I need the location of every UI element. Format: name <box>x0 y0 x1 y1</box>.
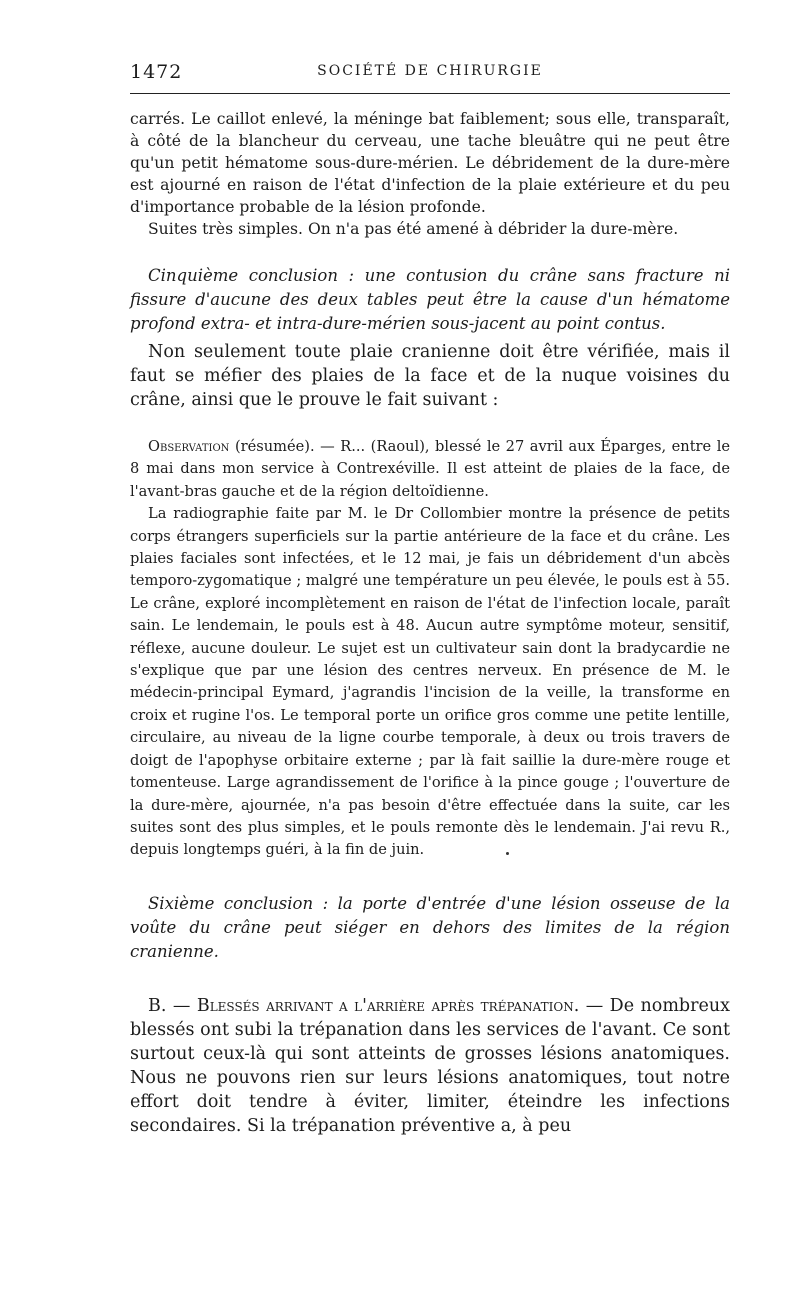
observation-paragraph <box>130 436 730 503</box>
section-b-lead: B. — <box>148 995 197 1016</box>
print-speck <box>506 852 509 855</box>
running-title: SOCIÉTÉ DE CHIRURGIE <box>317 63 543 79</box>
page <box>130 55 730 1138</box>
observation-label: Observation <box>148 438 230 455</box>
paragraph-warning: Non seulement toute plaie cranienne doit être vérifiée, mais il faut se méfier des plaies de la face et de la nuque voisines du crâne, ainsi que le prouve le fait suivant : <box>130 342 730 410</box>
section-b-text: — De nombreux blessés ont subi la trépanation dans les services de l'avant. Ce sont surtout ceux-là qui sont atteints de grosses lésions anatomiques. Nous ne pouvons rien sur leurs lésions anatomiques, tout notre effort doit tendre à éviter, limiter, éteindre les infections secondaires. Si la trépanation préventive a, à peu <box>130 995 730 1136</box>
page-number: 1472 <box>130 61 183 83</box>
running-header <box>130 55 730 87</box>
paragraph-outcome: Suites très simples. On n'a pas été amené à débrider la dure-mère. <box>148 220 679 238</box>
header-rule <box>130 93 730 94</box>
section-b-paragraph <box>130 994 730 1138</box>
conclusion-sixth: Sixième conclusion : la porte d'entrée d'une lésion osseuse de la voûte du crâne peut siéger en dehors des limites de la région cranienne. <box>130 893 730 961</box>
observation-text: (résumée). — R... (Raoul), blessé le 27 avril aux Éparges, entre le 8 mai dans mon service à Contrexéville. Il est atteint de plaies de la face, de l'avant-bras gauche et de la région deltoïdienne. <box>130 438 730 500</box>
paragraph-case-report: carrés. Le caillot enlevé, la méninge bat faiblement; sous elle, transparaît, à côté de la blancheur du cerveau, une tache bleuâtre qui ne peut être qu'un petit hématome sous-dure-mérien. Le débridement de la dure-mère est ajourné en raison de l'état d'infection de la plaie extérieure et du peu d'importance probable de la lésion profonde. <box>130 110 730 216</box>
paragraph-radiography: La radiographie faite par M. le Dr Collombier montre la présence de petits corps étrangers superficiels sur la partie antérieure de la face et du crâne. Les plaies faciales sont infectées, et le 12 mai, je fais un débridement d'un abcès temporo-zygomatique ; malgré une température un peu élevée, le pouls est à 55. Le crâne, exploré incomplètement en raison de l'état de l'infection locale, paraît sain. Le lendemain, le pouls est à 48. Aucun autre symptôme moteur, sensitif, réflexe, aucune douleur. Le sujet est un cultivateur sain dont la bradycardie ne s'explique que par une lésion des centres nerveux. En présence de M. le médecin-principal Eymard, j'agrandis l'incision de la veille, la transforme en croix et rugine l'os. Le temporal porte un orifice gros comme une petite lentille, circulaire, au niveau de la ligne courbe temporale, à deux ou trois travers de doigt de l'apophyse orbitaire externe ; par là fait saillie la dure-mère rouge et tomenteuse. Large agrandissement de l'orifice à la pince gouge ; l'ouverture de la dure-mère, ajournée, n'a pas besoin d'être effectuée dans la suite, car les suites sont des plus simples, et le pouls remonte dès le lendemain. J'ai revu R., depuis longtemps guéri, à la fin de juin. <box>130 505 730 859</box>
section-b-heading: Blessés arrivant a l'arrière après trépanation. <box>196 995 580 1016</box>
conclusion-fifth: Cinquième conclusion : une contusion du crâne sans fracture ni fissure d'aucune des deux tables peut être la cause d'un hématome profond extra- et intra-dure-mérien sous-jacent au point contus. <box>130 266 730 333</box>
